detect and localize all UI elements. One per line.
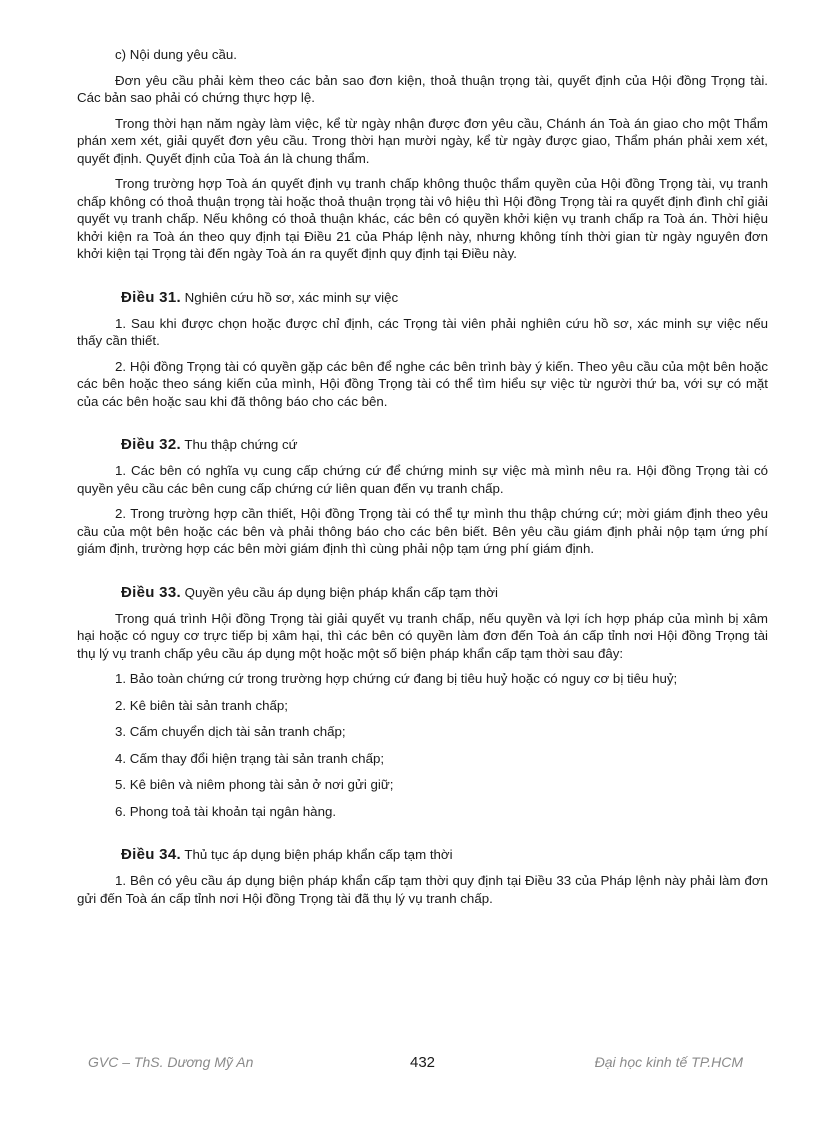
paragraph: 1. Bên có yêu cầu áp dụng biện pháp khẩn cấp tạm thời quy định tại Điều 33 của Pháp lệnh này phải làm đơn gửi đến Toà án cấp tỉnh nơi Hội đồng Trọng tài đã thụ lý vụ tranh chấp. xyxy=(77,873,768,906)
paragraph: Trong trường hợp Toà án quyết định vụ tranh chấp không thuộc thẩm quyền của Hội đồng Trọng tài, vụ tranh chấp không có thoả thuận trọng tài hoặc thoả thuận trọng tài vô hiệu thì Hội đồng Trọng tài ra quyết định đình chỉ giải quyết vụ tranh chấp. Nếu không có thoả thuận khác, các bên có quyền khởi kiện vụ tranh chấp ra Toà án. Thời hiệu khởi kiện ra Toà án theo quy định tại Điều 21 của Pháp lệnh này, nhưng không tính thời gian từ ngày nguyên đơn khởi kiện tại Trọng tài đến ngày Toà án ra quyết định quy định tại Điều này. xyxy=(77,176,768,261)
footer-institution: Đại học kinh tế TP.HCM xyxy=(594,1054,743,1070)
page-number: 432 xyxy=(410,1054,436,1071)
article-title: Thủ tục áp dụng biện pháp khẩn cấp tạm thời xyxy=(184,847,453,862)
list-item: 6. Phong toả tài khoản tại ngân hàng. xyxy=(115,803,337,819)
article-32-heading xyxy=(121,436,768,454)
article-33-heading xyxy=(121,584,768,602)
article-number: Điều 33. xyxy=(121,583,181,601)
article-number: Điều 32. xyxy=(121,436,181,453)
paragraph: Trong quá trình Hội đồng Trọng tài giải quyết vụ tranh chấp, nếu quyền và lợi ích hợp pháp của mình bị xâm hại hoặc có nguy cơ trực tiếp bị xâm hại, thì các bên có quyền làm đơn đến Toà án cấp tỉnh nơi Hội đồng Trọng tài thụ lý vụ tranh chấp yêu cầu áp dụng một hoặc một số biện pháp khẩn cấp tạm thời sau đây: xyxy=(77,610,768,661)
list-item: 1. Bảo toàn chứng cứ trong trường hợp chứng cứ đang bị tiêu huỷ hoặc có nguy cơ bị tiêu huỷ; xyxy=(115,671,678,686)
paragraph: Trong thời hạn năm ngày làm việc, kể từ ngày nhận được đơn yêu cầu, Chánh án Toà án giao cho một Thẩm phán xem xét, giải quyết đơn yêu cầu. Trong thời hạn mười ngày, kể từ ngày được giao, Thẩm phán phải xem xét, quyết định. Quyết định của Toà án là chung thẩm. xyxy=(77,115,768,166)
article-31-heading xyxy=(121,289,768,307)
article-34-heading xyxy=(121,846,768,864)
page-footer xyxy=(88,1054,743,1074)
footer-author: GVC – ThS. Dương Mỹ An xyxy=(88,1054,254,1070)
page-content xyxy=(77,46,768,915)
article-title: Thu thập chứng cứ xyxy=(184,437,298,452)
article-title: Nghiên cứu hồ sơ, xác minh sự việc xyxy=(184,289,399,305)
list-item: 3. Cấm chuyển dịch tài sản tranh chấp; xyxy=(115,724,346,739)
paragraph: 2. Trong trường hợp cần thiết, Hội đồng Trọng tài có thể tự mình thu thập chứng cứ; mời giám định theo yêu cầu của một bên hoặc các bên và phải thông báo cho các bên biết. Bên yêu cầu giám định phải nộp tạm ứng phí giám định, trường hợp các bên mời giám định thì cùng phải nộp tạm ứng phí giám định. xyxy=(77,506,768,556)
paragraph: Đơn yêu cầu phải kèm theo các bản sao đơn kiện, thoả thuận trọng tài, quyết định của Hội đồng Trọng tài. Các bản sao phải có chứng thực hợp lệ. xyxy=(77,72,768,105)
article-number: Điều 34. xyxy=(121,846,181,863)
paragraph: 1. Các bên có nghĩa vụ cung cấp chứng cứ để chứng minh sự việc mà mình nêu ra. Hội đồng Trọng tài có quyền yêu cầu các bên cung cấp chứng cứ liên quan đến vụ tranh chấp. xyxy=(77,463,768,496)
paragraph: 1. Sau khi được chọn hoặc được chỉ định, các Trọng tài viên phải nghiên cứu hồ sơ, xác minh sự việc nếu thấy cần thiết. xyxy=(77,315,768,348)
article-number: Điều 31. xyxy=(121,288,181,306)
list-item: 2. Kê biên tài sản tranh chấp; xyxy=(115,697,288,713)
list-item: 5. Kê biên và niêm phong tài sản ở nơi gửi giữ; xyxy=(115,777,394,792)
article-title: Quyền yêu cầu áp dụng biện pháp khẩn cấp tạm thời xyxy=(184,584,498,600)
paragraph: c) Nội dung yêu cầu. xyxy=(115,47,237,62)
list-item: 4. Cấm thay đổi hiện trạng tài sản tranh chấp; xyxy=(115,750,385,766)
paragraph: 2. Hội đồng Trọng tài có quyền gặp các bên để nghe các bên trình bày ý kiến. Theo yêu cầu của một bên hoặc các bên hoặc theo sáng kiến của mình, Hội đồng Trọng tài có thể tìm hiểu sự việc từ người thứ ba, với sự có mặt của các bên hoặc sau khi đã thông báo cho các bên. xyxy=(77,358,768,409)
